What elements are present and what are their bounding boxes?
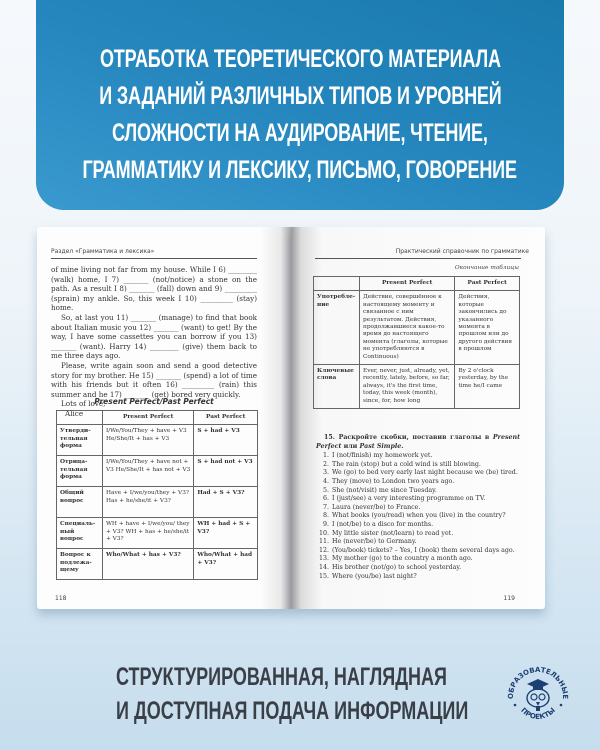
table-row [57, 549, 258, 580]
table-cell: Ever, never, just, already, yet, recently, lately, before, so far, always, it's the first time, today, this week (month), since, for, how long [359, 365, 454, 409]
table-cell: By 2 o'clock yesterday, by the time he/I came [455, 365, 520, 409]
table-row [57, 518, 258, 549]
right-page [291, 227, 545, 609]
table-continuation-label: Окончание таблицы [454, 265, 519, 271]
exercise-item: 3. We (go) to bed very early last night because we (be) tired. [322, 469, 518, 477]
table-header-row [314, 277, 520, 291]
left-page [37, 227, 291, 609]
page-number: 118 [55, 595, 67, 602]
table-header-cell: Past Perfect [455, 277, 520, 291]
table-header-cell [314, 277, 360, 291]
letter-paragraph: of mine living not far from my house. While I 6) ________ (walk) home, I 7) _______ (not/notice) a stone on the path. As a result I 8) _______ (fall) down and 9) _________ (sprain) my ankle. So, this week I 10) _________ (stay) home. [51, 265, 257, 313]
grammar-table-continued [313, 276, 520, 409]
owl-graduate-icon [503, 660, 573, 730]
grammar-table [56, 410, 258, 580]
exercise-item: 2. The rain (stop) but a cold wind is still blowing. [322, 460, 481, 468]
exercise-item: 4. They (move) to London two years ago. [322, 477, 455, 485]
table-cell: Had + S + V3? [194, 487, 258, 518]
page-number: 119 [503, 595, 515, 602]
publisher-logo [503, 660, 573, 730]
exercise-item: 1. I (not/finish) my homework yet. [322, 452, 433, 460]
table-cell: S + had not + V3 [194, 456, 258, 487]
table-row [57, 456, 258, 487]
bottom-tagline [60, 660, 469, 728]
headline-banner [36, 0, 564, 210]
letter-signature: Alice [65, 408, 84, 418]
letter-paragraph: Please, write again soon and send a good detective story for my brother. He 15) _______ (spend) a lot of time with his friends but it often 16) _________ (rain) this summer and he 17) _______ (get) bored very quickly. [51, 360, 257, 399]
row-label: Общий вопрос [57, 487, 103, 518]
exercise-15 [316, 434, 520, 581]
table-cell: WH + have + I/we/you/ they + V3? WH + has + he/she/it + V3? [102, 518, 193, 549]
tagline-line: И ДОСТУПНАЯ ПОДАЧА ИНФОРМАЦИИ [116, 697, 469, 725]
row-label: Специаль-ный вопрос [57, 518, 103, 549]
open-book-spread [37, 227, 545, 617]
running-head: Раздел «Грамматика и лексика» [51, 248, 155, 255]
table-row [314, 365, 520, 409]
table-cell: Who/What + had + V3? [194, 549, 258, 580]
tagline-line: СТРУКТУРИРОВАННАЯ, НАГЛЯДНАЯ [116, 663, 447, 691]
headline-line: ГРАММАТИКУ И ЛЕКСИКУ, ПИСЬМО, ГОВОРЕНИЕ [82, 156, 518, 184]
letter-paragraph: So, at last you 11) _______ (manage) to find that book about Italian music you 12) _______ (want) to get! By the way, I have some cassettes you can borrow if you 13) _______ (want). Harry 14) ________ (give) them back to me three days ago. [51, 312, 257, 361]
exercise-item: 10. My little sister (not/learn) to read yet. [318, 529, 454, 537]
letter-text [51, 265, 257, 419]
table-cell: I/We/You/They + have + V3 He/She/It + has + V3 [102, 425, 193, 456]
table-row [314, 291, 520, 365]
table-cell: Who/What + has + V3? [102, 549, 193, 580]
running-head: Практический справочник по грамматике [395, 248, 529, 255]
exercise-instruction: 15. Раскройте скобки, поставив глаголы в Present Perfect или Past Simple. [316, 434, 520, 450]
header-rule [51, 258, 257, 259]
table-row [57, 425, 258, 456]
table-title: Present Perfect/Past Perfect [94, 397, 214, 406]
exercise-item: 6. I (just/see) a very interesting programme on TV. [322, 495, 486, 503]
table-header-row [57, 411, 258, 425]
table-cell: I/We/You/They + have not + V3 He/She/It + has not + V3 [102, 456, 193, 487]
letter-closing: Lots of love, [61, 399, 106, 409]
table-cell: Действия, которые закончились до указанного момента в прошлом или до другого действия в прошлом [455, 291, 520, 365]
exercise-item: 12. (You/book) tickets? – Yes, I (book) them several days ago. [318, 546, 515, 554]
exercise-items [316, 452, 520, 581]
exercise-item: 11. He (never/be) to Germany. [318, 538, 417, 546]
exercise-item: 5. She (not/visit) me since Tuesday. [322, 486, 437, 494]
exercise-item: 8. What books (you/read) when you (live) in the country? [322, 512, 506, 520]
row-label: Употребле-ние [314, 291, 360, 365]
table-header-cell: Present Perfect [102, 411, 193, 425]
table-row [57, 487, 258, 518]
table-cell: Действие, совершённое к настоящему моменту и связанное с ним результатом. Действия, продолжавшиеся какое-то время до настоящего момента (глаголы, которые не употребляются в Continuous) [359, 291, 454, 365]
table-cell: WH + had + S + V3? [194, 518, 258, 549]
exercise-item: 13. My mother (go) to the country a month ago. [318, 555, 473, 563]
svg-text:ПРОЕКТЫ: ПРОЕКТЫ [519, 706, 557, 721]
table-header-cell [57, 411, 103, 425]
exercise-item: 15. Where (you/be) last night? [318, 572, 417, 580]
table-cell: S + had + V3 [194, 425, 258, 456]
header-rule [315, 258, 521, 259]
exercise-number: 15. [324, 434, 335, 441]
exercise-item: 7. Laura (never/be) to France. [322, 503, 421, 511]
row-label: Вопрос к подлежа-щему [57, 549, 103, 580]
exercise-item: 9. I (not/be) to a disco for months. [322, 520, 434, 528]
headline-line: СЛОЖНОСТИ НА АУДИРОВАНИЕ, ЧТЕНИЕ, [112, 119, 488, 147]
row-label: Ключевые слова [314, 365, 360, 409]
headline-line: ОТРАБОТКА ТЕОРЕТИЧЕСКОГО МАТЕРИАЛА [99, 45, 501, 73]
row-label: Утверди-тельная форма [57, 425, 103, 456]
table-header-cell: Present Perfect [359, 277, 454, 291]
table-header-cell: Past Perfect [194, 411, 258, 425]
headline-line: И ЗАДАНИЙ РАЗЛИЧНЫХ ТИПОВ И УРОВНЕЙ [98, 82, 502, 110]
exercise-item: 14. His brother (not/go) to school yesterday. [318, 563, 462, 571]
table-cell: Have + I/we/you/they + V3? Has + he/she/it + V3? [102, 487, 193, 518]
svg-text:ОБРАЗОВАТЕЛЬНЫЕ: ОБРАЗОВАТЕЛЬНЫЕ [506, 665, 570, 700]
row-label: Отрица-тельная форма [57, 456, 103, 487]
